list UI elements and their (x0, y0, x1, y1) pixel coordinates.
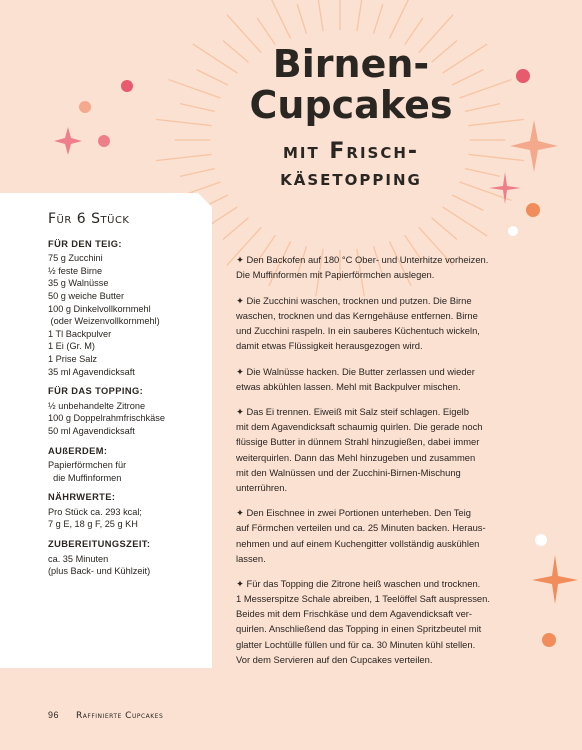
instructions (236, 252, 532, 677)
instruction-line (236, 505, 532, 520)
instruction-line (236, 591, 532, 606)
instruction-text: Vor dem Servieren auf den Cupcakes verteilen. (236, 653, 433, 665)
instruction-line (236, 308, 532, 323)
ingredient-section (48, 238, 208, 379)
section-heading: NÄHRWERTE: (48, 492, 116, 503)
ingredient-item: die Muffinformen (48, 472, 122, 483)
instruction-text: damit etwas Flüssigkeit herausgezogen wird. (236, 339, 423, 351)
ingredient-item: ½ feste Birne (48, 265, 103, 276)
instruction-text: Die Zucchini waschen, trocknen und putzen. Die Birne (246, 294, 472, 306)
page-footer (48, 710, 163, 721)
burst-ray (157, 154, 212, 160)
instruction-text: weiterquirlen. Dann das Mehl hinzugeben und zusammen (236, 451, 476, 463)
burst-ray (169, 80, 220, 98)
ingredients-sidebar (0, 193, 212, 668)
burst-ray (405, 19, 423, 45)
ingredient-item: 100 g Dinkelvollkornmehl (48, 303, 151, 314)
instruction-line (236, 404, 532, 419)
burst-ray (357, 0, 364, 30)
ingredient-item: (plus Back- und Kühlzeit) (48, 566, 151, 577)
instruction-line (236, 323, 532, 338)
ingredient-item: Papierförmchen für (48, 460, 127, 471)
instruction-line (236, 450, 532, 465)
instruction-line (236, 637, 532, 652)
instruction-text: Die Muffinformen mit Papierförmchen auslegen. (236, 269, 435, 281)
instruction-text: glatter Lochtülle füllen und für ca. 30 Minuten kühl stellen. (236, 638, 476, 650)
star-bullet-icon: ✦ (236, 254, 244, 265)
instruction-line (236, 338, 532, 353)
instruction-line (236, 364, 532, 379)
ingredient-item: 1 Prise Salz (48, 353, 98, 364)
burst-ray (181, 169, 215, 177)
title-line: Cupcakes (249, 83, 453, 127)
star-bullet-icon: ✦ (236, 578, 244, 590)
ingredients-list (48, 213, 208, 585)
dot-white (535, 534, 547, 546)
ingredient-section (48, 385, 208, 437)
sparkle-icon (510, 120, 558, 172)
instruction-text: etwas abkühlen lassen. Mehl mit Backpulver mischen. (236, 380, 461, 392)
burst-ray (390, 0, 411, 38)
sparkle-icon (489, 172, 521, 204)
dot-peach (79, 101, 91, 113)
ingredient-item: 50 g weiche Butter (48, 290, 125, 301)
burst-ray (181, 104, 215, 112)
instruction-text: mit den Walnüssen und der Zucchini-Birnen-Mischung (236, 466, 461, 478)
ingredient-section (48, 538, 208, 578)
ingredient-item: ca. 35 Minuten (48, 553, 109, 564)
section-heading: FÜR DAS TOPPING: (48, 386, 144, 397)
subtitle-line: käsetopping (280, 166, 422, 191)
instruction-line (236, 480, 532, 495)
instruction-text: quirlen. Anschließend das Topping in einen Spritzbeutel mit (236, 623, 482, 635)
instruction-line (236, 652, 532, 667)
star-bullet-icon: ✦ (236, 507, 244, 519)
burst-ray (197, 70, 227, 85)
instruction-text: mit dem Agavendicksaft schaumig quirlen. Die gerade noch (236, 421, 483, 433)
ingredient-item: 1 Ei (Gr. M) (48, 341, 95, 352)
section-heading: AUßERDEM: (48, 445, 108, 456)
ingredient-item: 35 g Walnüsse (48, 278, 109, 289)
ingredient-item: ½ unbehandelte Zitrone (48, 400, 146, 411)
ingredient-section (48, 491, 208, 531)
instruction-line (236, 252, 532, 267)
dot-pink (516, 69, 530, 83)
burst-ray (443, 207, 487, 235)
instruction-step (236, 404, 532, 495)
instruction-line (236, 621, 532, 636)
section-heading: ZUBEREITUNGSZEIT: (48, 539, 151, 550)
instruction-text: und Zucchini raspeln. In ein sauberes Küchentuch wickeln, (236, 324, 480, 336)
dot-pink (98, 135, 110, 147)
instruction-text: Den Eischnee in zwei Portionen unterheben. Den Teig (246, 507, 471, 519)
title-line: Birnen- (272, 42, 430, 86)
instruction-text: Beides mit dem Frischkäse und dem Agavendicksaft ver- (236, 608, 473, 620)
recipe-title (236, 44, 466, 192)
sparkle-icon (532, 555, 578, 604)
serves-heading: Für 6 Stück (48, 211, 130, 227)
burst-ray (466, 104, 500, 112)
instruction-text: Den Backofen auf 180 °C Ober- und Unterhitze vorheizen. (246, 254, 489, 265)
burst-ray (469, 119, 524, 125)
ingredient-section (48, 445, 208, 485)
instruction-line (236, 606, 532, 621)
ingredient-item: 50 ml Agavendicksaft (48, 425, 135, 436)
instruction-step (236, 576, 532, 667)
dot-white (508, 226, 518, 236)
burst-ray (453, 195, 483, 210)
burst-ray (269, 0, 290, 38)
ingredient-item: (oder Weizenvollkornmehl) (48, 316, 160, 327)
burst-ray (193, 44, 237, 72)
ingredient-item: 100 g Doppelrahmfrischkäse (48, 413, 165, 424)
burst-ray (374, 5, 383, 34)
instruction-text: nehmen und auf einem Kuchengitter vollständig auskühlen (236, 537, 480, 549)
star-bullet-icon: ✦ (236, 294, 244, 306)
instruction-line (236, 293, 532, 308)
burst-ray (469, 154, 524, 160)
instruction-line (236, 520, 532, 535)
section-heading: FÜR DEN TEIG: (48, 238, 122, 249)
burst-ray (258, 19, 276, 45)
instruction-text: Das Ei trennen. Eiweiß mit Salz steif schlagen. Eigelb (246, 406, 469, 418)
instruction-step (236, 252, 532, 282)
instruction-line (236, 465, 532, 480)
ingredient-item: 1 Tl Backpulver (48, 328, 112, 339)
instruction-step (236, 364, 532, 394)
instruction-line (236, 267, 532, 282)
instruction-line (236, 536, 532, 551)
instruction-text: waschen, trocknen und das Kerngehäuse entfernen. Birne (236, 309, 478, 321)
ingredient-item: Pro Stück ca. 293 kcal; (48, 506, 142, 517)
burst-ray (316, 0, 323, 30)
dot-pink (121, 80, 133, 92)
chapter-label: Raffinierte Cupcakes (76, 711, 164, 721)
instruction-line (236, 419, 532, 434)
burst-ray (460, 80, 511, 98)
star-bullet-icon: ✦ (236, 406, 244, 418)
ingredient-item: 7 g E, 18 g F, 25 g KH (48, 519, 138, 530)
instruction-text: lassen. (236, 552, 266, 564)
ingredient-item: 75 g Zucchini (48, 253, 103, 264)
burst-ray (466, 169, 500, 177)
burst-ray (157, 119, 212, 125)
dot-orange (542, 633, 556, 647)
instruction-line (236, 434, 532, 449)
instruction-text: Die Walnüsse hacken. Die Butter zerlassen und wieder (246, 365, 475, 377)
subtitle-line: mit Frisch- (282, 139, 420, 164)
burst-ray (297, 5, 306, 34)
instruction-text: auf Förmchen verteilen und ca. 25 Minuten backen. Heraus- (236, 522, 486, 534)
instruction-text: flüssige Butter in dünnem Strahl hinzugießen, dabei immer (236, 436, 480, 448)
instruction-text: 1 Messerspitze Schale abreiben, 1 Teelöffel Saft auspressen. (236, 593, 490, 605)
ingredient-item: 35 ml Agavendicksaft (48, 366, 135, 377)
sparkle-icon (54, 127, 82, 155)
instruction-line (236, 379, 532, 394)
instruction-line (236, 576, 532, 591)
instruction-text: unterrühren. (236, 481, 288, 493)
dot-orange (526, 203, 540, 217)
instruction-line (236, 551, 532, 566)
instruction-step (236, 293, 532, 353)
burst-ray (223, 218, 248, 239)
star-bullet-icon: ✦ (236, 365, 244, 377)
instruction-step (236, 505, 532, 565)
instruction-text: Für das Topping die Zitrone heiß waschen und trocknen. (246, 578, 481, 590)
burst-ray (432, 218, 457, 239)
page-number: 96 (48, 710, 60, 720)
